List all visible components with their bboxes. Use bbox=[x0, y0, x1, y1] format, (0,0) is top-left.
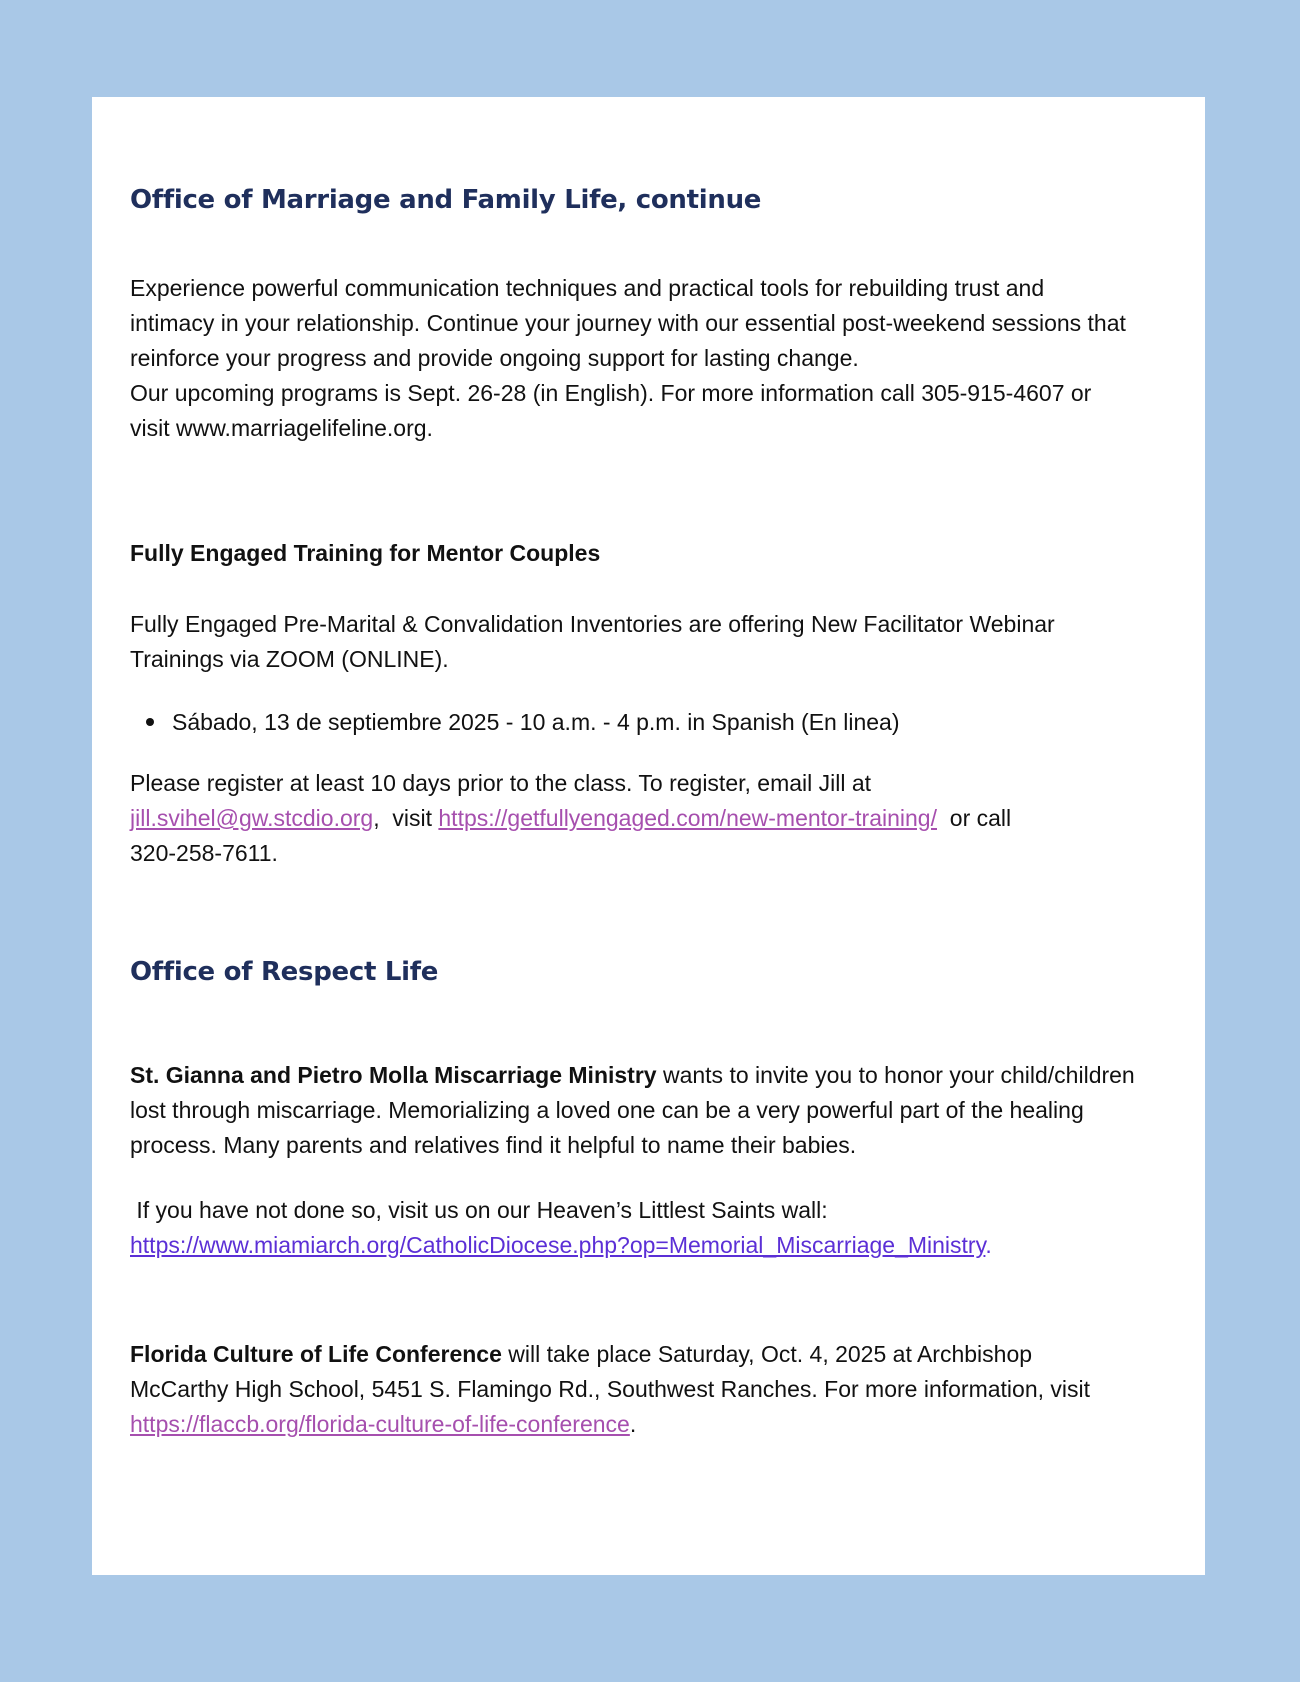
marriage-program-description: Experience powerful communication techniques and practical tools for rebuilding trust and intimacy in your relationship. Continue your journey with our essential post-weekend sessions that reinforce your progress and provide ongoing support for lasting change. bbox=[130, 275, 1126, 371]
ministry-name: St. Gianna and Pietro Molla Miscarriage Ministry bbox=[130, 1062, 657, 1088]
marriage-program-dates: Our upcoming programs is Sept. 26-28 (in English). For more information call 305-915-4607 or visit www.marriagelifeline.org. bbox=[130, 380, 1092, 441]
section-heading-respect-life: Office of Respect Life bbox=[130, 957, 439, 987]
section-heading-marriage-family-life: Office of Marriage and Family Life, continue bbox=[130, 185, 762, 215]
list-item-text: Sábado, 13 de septiembre 2025 - 10 a.m. - 4 p.m. in Spanish (En linea) bbox=[172, 709, 900, 735]
miscarriage-ministry-paragraph bbox=[130, 1058, 1135, 1163]
email-link[interactable]: jill.svihel@gw.stcdio.org bbox=[130, 805, 374, 831]
saints-wall-link-suffix: . bbox=[985, 1232, 992, 1258]
training-link[interactable]: https://getfullyengaged.com/new-mentor-training/ bbox=[438, 805, 937, 831]
saints-wall-paragraph bbox=[130, 1193, 1135, 1263]
fully-engaged-subheading: Fully Engaged Training for Mentor Couples bbox=[130, 540, 601, 566]
conference-description: will take place Saturday, Oct. 4, 2025 at Archbishop McCarthy High School, 5451 S. Flamingo Rd., Southwest Ranches. For more information, visit bbox=[130, 1341, 1091, 1402]
document-page bbox=[92, 97, 1205, 1575]
conference-paragraph bbox=[130, 1337, 1135, 1442]
registration-text: Please register at least 10 days prior to the class. To register, email Jill at bbox=[130, 770, 872, 796]
ministry-description: wants to invite you to honor your child/children lost through miscarriage. Memorializing a loved one can be a very powerful part of the healing process. Many parents and relatives find it helpful to name their babies. bbox=[130, 1062, 1135, 1158]
list-item bbox=[146, 705, 899, 740]
marriage-program-paragraph bbox=[130, 271, 1130, 446]
registration-paragraph bbox=[130, 766, 1135, 871]
conference-link-suffix: . bbox=[629, 1411, 637, 1437]
visit-text: , visit bbox=[373, 805, 439, 831]
saints-wall-text: If you have not done so, visit us on our Heaven’s Littlest Saints wall: bbox=[130, 1197, 828, 1223]
conference-link[interactable]: https://flaccb.org/florida-culture-of-life-conference bbox=[130, 1411, 630, 1437]
bullet-icon bbox=[146, 718, 154, 726]
conference-name: Florida Culture of Life Conference bbox=[130, 1341, 502, 1367]
saints-wall-link[interactable]: https://www.miamiarch.org/CatholicDiocese.php?op=Memorial_Miscarriage_Ministry bbox=[130, 1232, 986, 1258]
call-text: or call bbox=[937, 805, 1012, 831]
fully-engaged-intro: Fully Engaged Pre-Marital & Convalidation Inventories are offering New Facilitator Webinar Trainings via ZOOM (ONLINE). bbox=[130, 611, 1055, 672]
phone-number: 320-258-7611. bbox=[130, 840, 278, 866]
